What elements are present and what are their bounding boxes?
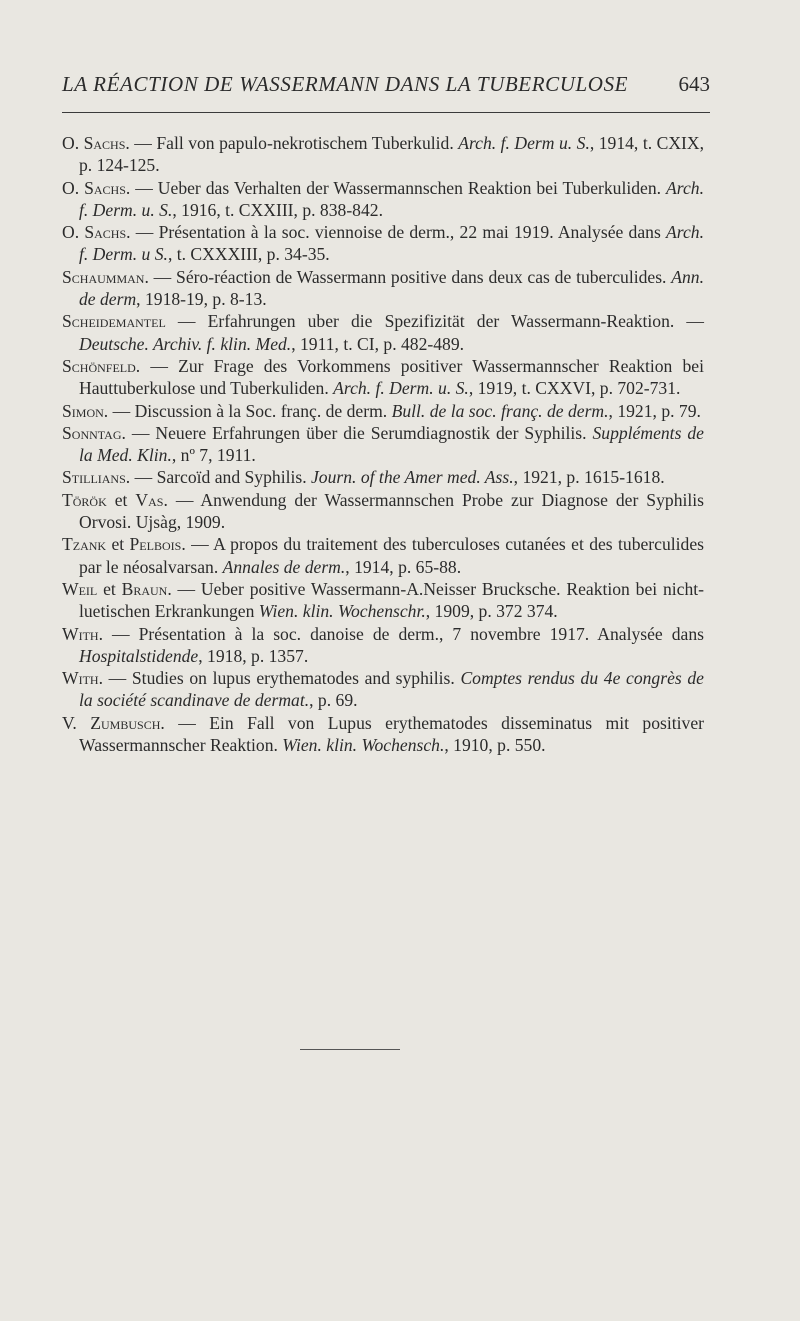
- reference-text: . — Ein Fall von Lupus erythematodes disseminatus mit positiver Wassermannscher Reaktion.: [79, 712, 704, 756]
- reference-author: Weil: [62, 578, 98, 599]
- reference-entry: [62, 355, 704, 400]
- reference-entry: [62, 422, 704, 467]
- reference-text: , p. 69.: [309, 690, 358, 711]
- reference-author: Schaumman: [62, 266, 145, 287]
- page-number: 643: [678, 72, 710, 96]
- reference-entry: [62, 132, 704, 177]
- reference-journal: Wien. klin. Wochenschr.: [258, 601, 426, 622]
- reference-entry: [62, 310, 704, 355]
- reference-text: . — Anwendung der Wassermannschen Probe zur Diagnose der Syphilis Orvosi. Ujsàg, 1909.: [79, 489, 704, 533]
- reference-text: , 1918, p. 1357.: [198, 645, 309, 666]
- reference-journal: Hospitalstidende: [79, 645, 199, 666]
- reference-author: Pelbois: [129, 534, 182, 555]
- reference-author: V. Zumbusch: [62, 712, 161, 733]
- reference-author: Simon: [62, 400, 104, 421]
- reference-text: . — Présentation à la soc. danoise de derm., 7 novembre 1917. Analysée dans: [98, 623, 704, 644]
- reference-entry: [62, 667, 704, 712]
- reference-author: Scheidemantel: [62, 311, 166, 332]
- running-title: LA RÉACTION DE WASSERMANN DANS LA TUBERCULOSE: [62, 72, 629, 96]
- reference-author: With: [62, 668, 99, 689]
- reference-journal: Wien. klin. Wochensch.: [282, 735, 445, 756]
- reference-text: . — Zur Frage des Vorkommens positiver Wassermannscher Reaktion bei Hauttuberkulose und Tuberkuliden.: [79, 355, 704, 399]
- reference-author: Schönfeld: [62, 355, 136, 376]
- reference-entry: [62, 266, 704, 311]
- reference-journal: Arch. f. Derm. u S.: [79, 222, 704, 265]
- reference-text: et: [106, 489, 136, 510]
- reference-journal: Annales de derm.: [222, 556, 346, 577]
- reference-author: Sonntag: [62, 422, 122, 443]
- reference-text: — Erfahrungen uber die Spezifizität der Wassermann-Reaktion. —: [165, 311, 704, 332]
- reference-journal: Comptes rendus du 4e congrès de la société scandinave de dermat.: [79, 668, 704, 711]
- reference-text: , 1914, t. CXIX, p. 124-125.: [79, 133, 704, 176]
- reference-author: Vas: [135, 489, 164, 510]
- reference-text: , nº 7, 1911.: [171, 445, 256, 466]
- reference-author: With: [62, 623, 99, 644]
- reference-journal: Suppléments de la Med. Klin.: [79, 422, 704, 466]
- reference-text: . — Séro-réaction de Wassermann positive dans deux cas de tuberculides.: [144, 266, 672, 287]
- reference-text: , 1916, t. CXXIII, p. 838-842.: [172, 199, 383, 220]
- reference-author: O. Sachs: [62, 133, 126, 153]
- reference-text: , 1921, p. 1615-1618.: [513, 467, 665, 488]
- reference-journal: Arch. f. Derm. u. S.: [79, 177, 704, 220]
- reference-text: . — Présentation à la soc. viennoise de derm., 22 mai 1919. Analysée dans: [126, 222, 667, 243]
- reference-text: , 1909, p. 372 374.: [425, 601, 558, 622]
- reference-entry: [62, 400, 704, 422]
- reference-text: et: [106, 534, 130, 555]
- reference-author: Braun: [121, 578, 168, 599]
- header-rule: [62, 112, 710, 113]
- reference-entry: [62, 489, 704, 534]
- reference-journal: Arch. f. Derm. u. S.: [333, 378, 469, 399]
- bibliography-list: [62, 132, 704, 756]
- reference-text: , 1919, t. CXXVI, p. 702-731.: [468, 378, 681, 399]
- reference-text: . — Fall von papulo-nekrotischem Tuberkulid.: [125, 133, 459, 153]
- reference-author: O. Sachs: [62, 222, 127, 243]
- reference-entry: [62, 578, 704, 623]
- reference-author: O. Sachs: [62, 177, 126, 198]
- reference-journal: Ann. de derm: [79, 266, 704, 310]
- reference-text: . — Neuere Erfahrungen über die Serumdiagnostik der Syphilis.: [121, 422, 593, 443]
- reference-entry: [62, 533, 704, 578]
- reference-text: , 1914, p. 65-88.: [345, 556, 462, 577]
- reference-text: . — A propos du traitement des tuberculoses cutanées et des tuberculides par le néosalvarsan.: [79, 534, 704, 577]
- reference-text: . — Studies on lupus erythematodes and syphilis.: [98, 668, 461, 689]
- reference-author: Török: [62, 489, 107, 510]
- reference-journal: Deutsche. Archiv. f. klin. Med.: [79, 333, 292, 354]
- reference-journal: Bull. de la soc. franç. de derm.: [391, 400, 609, 421]
- reference-journal: Arch. f. Derm u. S.: [458, 133, 590, 153]
- reference-text: , 1918-19, p. 8-13.: [136, 289, 267, 310]
- reference-entry: [62, 623, 704, 668]
- reference-text: . — Sarcoïd and Syphilis.: [125, 467, 311, 488]
- reference-text: , 1921, p. 79.: [608, 400, 701, 421]
- reference-entry: [62, 712, 704, 757]
- reference-text: , 1911, t. CI, p. 482-489.: [291, 333, 465, 354]
- reference-text: , 1910, p. 550.: [444, 735, 546, 756]
- reference-author: Stillians: [62, 467, 126, 488]
- reference-entry: [62, 221, 704, 266]
- running-header: [62, 72, 710, 97]
- reference-text: . — Ueber das Verhalten der Wassermannschen Reaktion bei Tuberkuliden.: [125, 177, 667, 198]
- reference-text: . — Discussion à la Soc. franç. de derm.: [103, 400, 392, 421]
- end-rule: [300, 1049, 400, 1050]
- reference-author: Tzank: [62, 534, 107, 555]
- reference-text: , t. CXXXIII, p. 34-35.: [167, 244, 330, 265]
- reference-journal: Journ. of the Amer med. Ass.: [311, 467, 514, 488]
- reference-text: et: [97, 578, 122, 599]
- reference-entry: [62, 466, 704, 488]
- reference-text: . — Ueber positive Wassermann-A.Neisser Brucksche. Reaktion bei nicht-luetischen Erkrankungen: [79, 578, 704, 622]
- reference-entry: [62, 177, 704, 222]
